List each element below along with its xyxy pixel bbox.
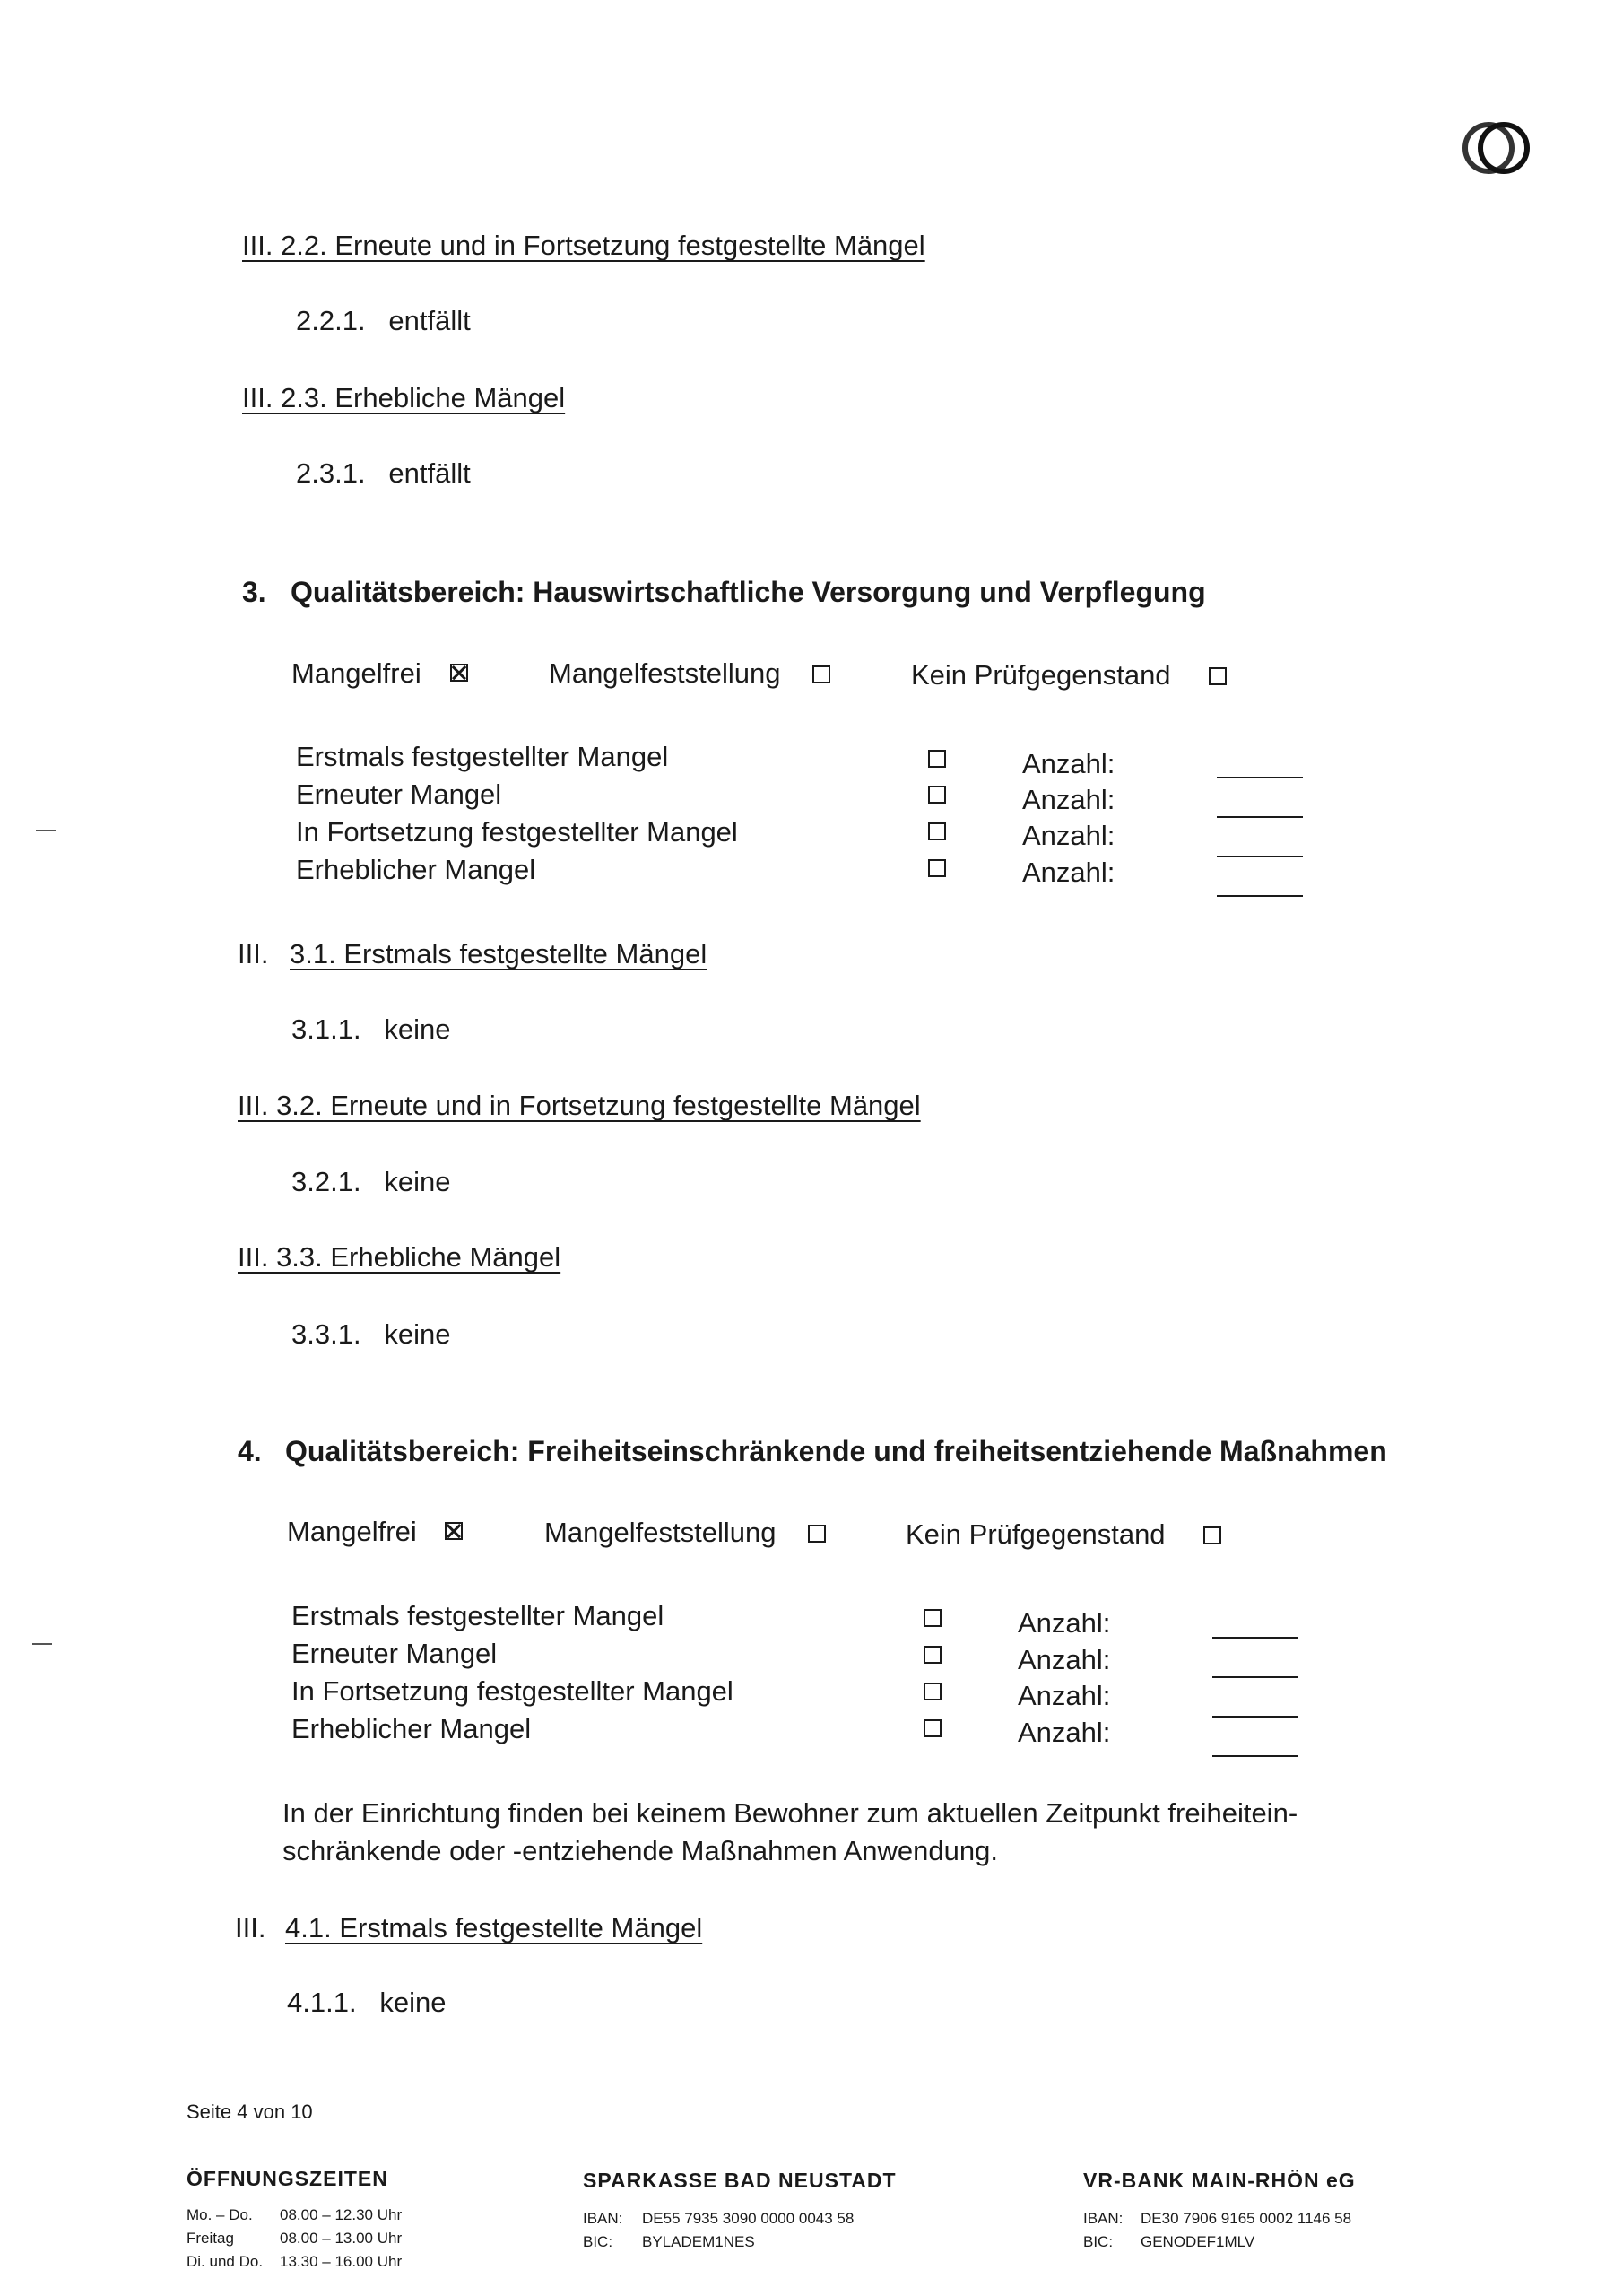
anzahl-label: Anzahl: (1018, 1717, 1111, 1748)
heading-4-1: 4.1. Erstmals festgestellte Mängel (285, 1912, 703, 1944)
anzahl-label: Anzahl: (1022, 784, 1115, 815)
anzahl-label: Anzahl: (1022, 748, 1115, 779)
mangelfrei-checkbox[interactable] (445, 1522, 463, 1540)
anzahl-line (1217, 816, 1303, 818)
anzahl-label: Anzahl: (1018, 1644, 1111, 1675)
mangel-type-checkbox[interactable] (928, 822, 946, 840)
mangel-type-row: Erheblicher Mangel (296, 854, 536, 885)
heading-3-1-prefix: III. (238, 938, 269, 970)
anzahl-label: Anzahl: (1022, 857, 1115, 888)
section-4-paragraph-line-1: In der Einrichtung finden bei keinem Bewohner zum aktuellen Zeitpunkt freiheitein- (282, 1797, 1298, 1829)
anzahl-line (1217, 777, 1303, 778)
anzahl-label: Anzahl: (1018, 1607, 1111, 1639)
kein-pruefgegenstand-label: Kein Prüfgegenstand (911, 659, 1171, 691)
footer-hours-title: ÖFFNUNGSZEITEN (187, 2167, 388, 2190)
mangel-type-checkbox[interactable] (928, 859, 946, 877)
heading-3-2: III. 3.2. Erneute und in Fortsetzung festgestellte Mängel (238, 1090, 921, 1121)
footer-hours-time: 08.00 – 13.00 Uhr (280, 2230, 403, 2247)
anzahl-line (1212, 1716, 1298, 1718)
section-3-number: 3. (242, 576, 266, 608)
footer-bank1-iban-label: IBAN: (583, 2210, 623, 2227)
anzahl-line (1212, 1755, 1298, 1757)
item-4-1-1: 4.1.1. keine (287, 1987, 447, 2018)
item-2-2-1: 2.2.1. entfällt (296, 305, 471, 336)
footer-bank1-bic: BYLADEM1NES (642, 2233, 755, 2250)
heading-3-3: III. 3.3. Erhebliche Mängel (238, 1241, 561, 1273)
footer-hours-day: Di. und Do. (187, 2253, 264, 2270)
page-number: Seite 4 von 10 (187, 2100, 313, 2123)
mangelfrei-checkbox[interactable] (450, 664, 468, 682)
heading-2-3: III. 2.3. Erhebliche Mängel (242, 382, 566, 413)
mangel-type-checkbox[interactable] (928, 786, 946, 804)
footer-bank1-title: SPARKASSE BAD NEUSTADT (583, 2169, 897, 2192)
heading-3-1: 3.1. Erstmals festgestellte Mängel (290, 938, 707, 970)
anzahl-line (1217, 856, 1303, 857)
item-3-1-1: 3.1.1. keine (291, 1013, 451, 1045)
organization-logo (1457, 117, 1538, 179)
anzahl-line (1217, 895, 1303, 897)
mangel-type-row: Erneuter Mangel (291, 1638, 498, 1669)
mangelfrei-label: Mangelfrei (287, 1516, 417, 1547)
mangel-type-checkbox[interactable] (924, 1646, 942, 1664)
footer-hours-time: 13.30 – 16.00 Uhr (280, 2253, 403, 2270)
mangelfrei-label: Mangelfrei (291, 657, 421, 689)
mangelfeststellung-label: Mangelfeststellung (549, 657, 781, 689)
section-4-number: 4. (238, 1435, 262, 1467)
item-3-3-1: 3.3.1. keine (291, 1318, 451, 1350)
footer-bank1-bic-label: BIC: (583, 2233, 613, 2250)
footer-bank2-iban: DE30 7906 9165 0002 1146 58 (1141, 2210, 1352, 2227)
mangel-type-checkbox[interactable] (924, 1683, 942, 1700)
mangel-type-row: Erneuter Mangel (296, 778, 502, 810)
footer-hours-time: 08.00 – 12.30 Uhr (280, 2206, 403, 2223)
anzahl-line (1212, 1637, 1298, 1639)
item-3-2-1: 3.2.1. keine (291, 1166, 451, 1197)
heading-4-1-prefix: III. (235, 1912, 266, 1944)
kein-pruefgegenstand-checkbox[interactable] (1209, 667, 1227, 685)
kein-pruefgegenstand-label: Kein Prüfgegenstand (906, 1518, 1166, 1550)
section-3-title: Qualitätsbereich: Hauswirtschaftliche Versorgung und Verpflegung (291, 576, 1206, 608)
section-4-title: Qualitätsbereich: Freiheitseinschränkende und freiheitsentziehende Maßnahmen (285, 1435, 1387, 1467)
footer-bank2-bic: GENODEF1MLV (1141, 2233, 1255, 2250)
footer-bank2-title: VR-BANK MAIN-RHÖN eG (1083, 2169, 1356, 2192)
heading-2-2: III. 2.2. Erneute und in Fortsetzung festgestellte Mängel (242, 230, 925, 261)
mangel-type-row: Erstmals festgestellter Mangel (291, 1600, 664, 1631)
margin-mark (36, 830, 56, 831)
mangel-type-row: Erstmals festgestellter Mangel (296, 741, 669, 772)
anzahl-line (1212, 1676, 1298, 1678)
footer-bank2-bic-label: BIC: (1083, 2233, 1114, 2250)
footer-hours-day: Freitag (187, 2230, 234, 2247)
mangel-type-checkbox[interactable] (928, 750, 946, 768)
footer-hours-day: Mo. – Do. (187, 2206, 253, 2223)
anzahl-label: Anzahl: (1022, 820, 1115, 851)
mangel-type-row: In Fortsetzung festgestellter Mangel (291, 1675, 733, 1707)
item-2-3-1: 2.3.1. entfällt (296, 457, 471, 489)
footer-bank1-iban: DE55 7935 3090 0000 0043 58 (642, 2210, 855, 2227)
mangelfeststellung-checkbox[interactable] (808, 1525, 826, 1543)
anzahl-label: Anzahl: (1018, 1680, 1111, 1711)
kein-pruefgegenstand-checkbox[interactable] (1203, 1526, 1221, 1544)
mangelfeststellung-label: Mangelfeststellung (544, 1517, 777, 1548)
section-4-paragraph-line-2: schränkende oder -entziehende Maßnahmen Anwendung. (282, 1835, 998, 1866)
mangel-type-checkbox[interactable] (924, 1609, 942, 1627)
margin-mark (32, 1643, 52, 1645)
mangel-type-row: In Fortsetzung festgestellter Mangel (296, 816, 738, 848)
footer-bank2-iban-label: IBAN: (1083, 2210, 1124, 2227)
mangel-type-row: Erheblicher Mangel (291, 1713, 532, 1744)
mangel-type-checkbox[interactable] (924, 1719, 942, 1737)
mangelfeststellung-checkbox[interactable] (812, 665, 830, 683)
